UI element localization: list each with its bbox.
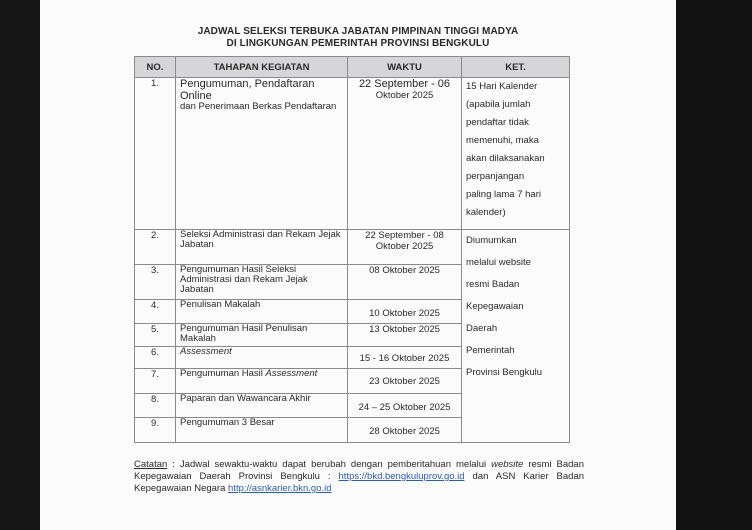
cell-waktu [348,78,462,230]
ket-line: akan dilaksanakan [466,153,545,164]
ket-line: Diumumkan [466,235,517,246]
cell-kegiatan: Pengumuman Hasil Seleksi Administrasi dan Rekam Jejak Jabatan [176,265,348,300]
waktu-line: 22 September - 06 [358,78,451,90]
cell-waktu: 24 – 25 Oktober 2025 [348,394,462,418]
kegiatan-line: Pengumuman, Pendaftaran Online [180,78,315,102]
ket-line: 15 Hari Kalender [466,81,538,92]
table-row [135,78,570,230]
catatan-text: resmi Badan Kepegawaian Daerah Provinsi Bengkulu : [134,459,584,482]
header-ket: KET. [462,57,570,78]
header-no: NO. [135,57,176,78]
cell-waktu: 28 Oktober 2025 [348,418,462,443]
waktu-line: Oktober 2025 [375,90,434,101]
ket-line: Kepegawaian [466,301,524,312]
ket-line: memenuhi, maka [466,135,539,146]
cell-waktu: 08 Oktober 2025 [348,265,462,300]
header-waktu: WAKTU [348,57,462,78]
ket-line: (apabila jumlah [466,99,531,110]
cell-kegiatan: Pengumuman Hasil Penulisan Makalah [176,324,348,347]
cell-no: 5. [135,324,176,347]
ket-line: Pemerintah [466,345,515,356]
cell-no: 3. [135,265,176,300]
schedule-table [134,56,570,443]
cell-no: 6. [135,347,176,369]
cell-kegiatan: Pengumuman 3 Besar [176,418,348,443]
cell-kegiatan: Penulisan Makalah [176,300,348,324]
cell-no: 8. [135,394,176,418]
bkd-link[interactable]: https://bkd.bengkuluprov.go.id [338,471,465,482]
waktu-line: Oktober 2025 [375,241,434,252]
ket-line: paling lama 7 hari [466,189,541,200]
cell-waktu [348,230,462,265]
kegiatan-part-italic: Assessment [265,368,318,379]
catatan-text: dan ASN Karier Badan Kepegawaian Negara [134,471,585,494]
ket-line: perpanjangan [466,171,525,182]
ket-line: pendaftar tidak [466,117,529,128]
cell-kegiatan: Paparan dan Wawancara Akhir [176,394,348,418]
document-subtitle: DI LINGKUNGAN PEMERINTAH PROVINSI BENGKULU [226,38,490,49]
cell-no: 2. [135,230,176,265]
cell-no: 1. [135,78,176,230]
table-row [135,230,570,265]
catatan-website: website [491,459,524,470]
cell-waktu: 23 Oktober 2025 [348,369,462,394]
ket-line: Daerah [466,323,498,334]
viewer-frame-left [0,0,40,530]
table-header-row [135,57,570,78]
document-page [40,0,676,530]
waktu-line: 22 September - 08 [365,230,444,241]
ket-line: melalui website [466,257,531,268]
cell-waktu: 13 Oktober 2025 [348,324,462,347]
viewer-frame-right [676,0,752,530]
cell-waktu: 15 - 16 Oktober 2025 [348,347,462,369]
cell-ket-merged [462,230,570,443]
kegiatan-part: Pengumuman Hasil [180,368,263,379]
ket-line: kalender) [466,207,506,218]
cell-kegiatan [176,369,348,394]
document-title: JADWAL SELEKSI TERBUKA JABATAN PIMPINAN TINGGI MADYA [197,26,519,37]
cell-no: 7. [135,369,176,394]
ket-line: resmi Badan [466,279,520,290]
catatan-note [134,459,584,495]
cell-ket [462,78,570,230]
catatan-text: : Jadwal sewaktu-waktu dapat berubah dengan pemberitahuan melalui [172,459,487,470]
cell-kegiatan: Seleksi Administrasi dan Rekam Jejak Jabatan [176,230,348,265]
ket-line: Provinsi Bengkulu [466,367,543,378]
asnkarier-link[interactable]: http://asnkarier.bkn.go.id [228,483,332,494]
cell-kegiatan: Assessment [176,347,348,369]
header-kegiatan: TAHAPAN KEGIATAN [176,57,348,78]
cell-no: 4. [135,300,176,324]
catatan-label: Catatan [134,459,168,470]
cell-kegiatan [176,78,348,230]
kegiatan-line: dan Penerimaan Berkas Pendaftaran [180,101,337,112]
cell-no: 9. [135,418,176,443]
cell-waktu: 10 Oktober 2025 [348,300,462,324]
